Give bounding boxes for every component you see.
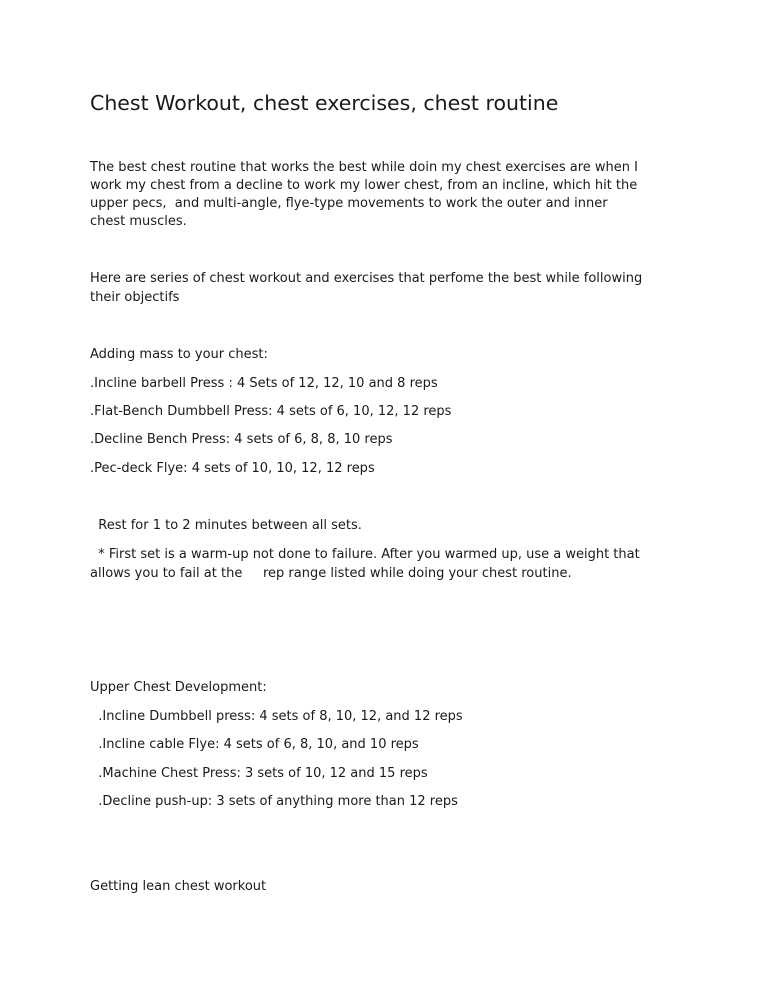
document-title: Chest Workout, chest exercises, chest routine bbox=[90, 91, 559, 115]
intro-line: chest muscles. bbox=[90, 214, 187, 229]
lean-heading: Getting lean chest workout bbox=[90, 879, 267, 894]
rest-note: Rest for 1 to 2 minutes between all sets. bbox=[90, 518, 362, 533]
mass-item: .Flat-Bench Dumbbell Press: 4 sets of 6, 10, 12, 12 reps bbox=[90, 404, 452, 419]
series-intro-line: their objectifs bbox=[90, 290, 180, 305]
upper-item: .Incline Dumbbell press: 4 sets of 8, 10, 12, and 12 reps bbox=[90, 709, 463, 724]
first-set-note: * First set is a warm-up not done to failure. After you warmed up, use a weight that bbox=[90, 547, 640, 562]
intro-line: The best chest routine that works the best while doin my chest exercises are when I bbox=[90, 160, 638, 175]
series-intro-line: Here are series of chest workout and exercises that perfome the best while following bbox=[90, 271, 643, 286]
upper-item: .Machine Chest Press: 3 sets of 10, 12 and 15 reps bbox=[90, 766, 428, 781]
mass-item: .Incline barbell Press : 4 Sets of 12, 12, 10 and 8 reps bbox=[90, 376, 438, 391]
intro-line: work my chest from a decline to work my lower chest, from an incline, which hit the bbox=[90, 178, 638, 193]
mass-heading: Adding mass to your chest: bbox=[90, 347, 268, 362]
upper-item: .Decline push-up: 3 sets of anything more than 12 reps bbox=[90, 794, 458, 809]
upper-heading: Upper Chest Development: bbox=[90, 680, 267, 695]
mass-item: .Pec-deck Flye: 4 sets of 10, 10, 12, 12 reps bbox=[90, 461, 375, 476]
intro-line: upper pecs, and multi-angle, flye-type movements to work the outer and inner bbox=[90, 196, 608, 211]
mass-item: .Decline Bench Press: 4 sets of 6, 8, 8, 10 reps bbox=[90, 432, 393, 447]
upper-item: .Incline cable Flye: 4 sets of 6, 8, 10, and 10 reps bbox=[90, 737, 419, 752]
first-set-note: allows you to fail at the rep range listed while doing your chest routine. bbox=[90, 566, 572, 581]
